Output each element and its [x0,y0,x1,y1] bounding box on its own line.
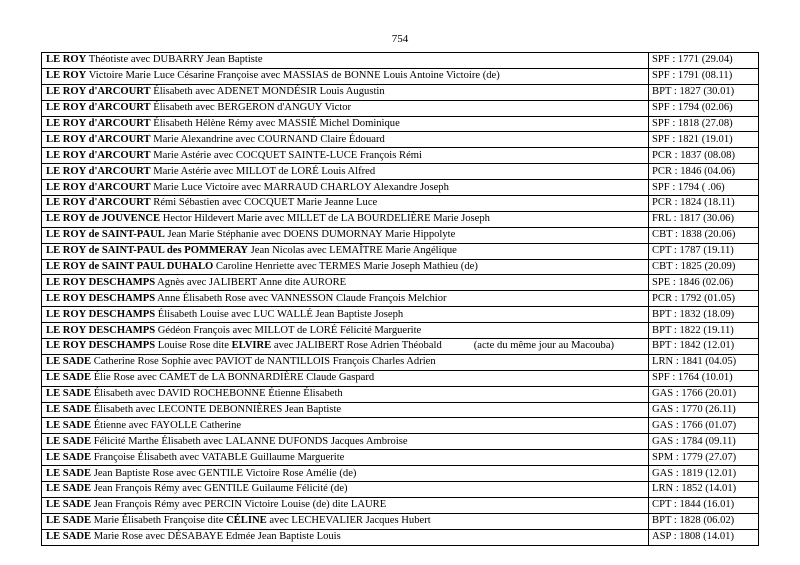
page-number: 754 [391,33,409,45]
marriage-cell [42,370,649,386]
reference-cell: GAS : 1766 (20.01) [649,386,759,402]
marriage-cell [42,482,649,498]
surname-text: LE ROY DESCHAMPS [46,324,156,336]
names-text: Jean Marie Stéphanie avec DOENS DUMORNAY Marie Hippolyte [164,229,456,241]
register-body [42,53,759,546]
table-row [42,339,759,355]
reference-cell: ASP : 1808 (14.01) [649,529,759,545]
reference-cell: BPT : 1828 (06.02) [649,513,759,529]
surname-text: LE ROY d'ARCOURT [46,181,151,193]
reference-cell: SPF : 1821 (19.01) [649,132,759,148]
reference-cell: PCR : 1837 (08.08) [649,148,759,164]
marriage-cell [42,291,649,307]
table-row [42,68,759,84]
names-text: Marie Alexandrine avec COURNAND Claire Édouard [150,133,385,145]
surname-text: LE SADE [46,531,92,543]
reference-cell: LRN : 1852 (14.01) [649,482,759,498]
marriage-cell [42,513,649,529]
names-text: Françoise Élisabeth avec VATABLE Guillaume Marguerite [91,451,345,463]
marriage-cell [42,275,649,291]
reference-cell: PCR : 1792 (01.05) [649,291,759,307]
table-row [42,259,759,275]
reference-cell: BPT : 1832 (18.09) [649,307,759,323]
surname-text: LE ROY de SAINT-PAUL [46,229,165,241]
marriage-cell [42,100,649,116]
surname-text: LE SADE [46,499,92,511]
reference-cell: BPT : 1842 (12.01) [649,339,759,355]
marriage-cell [42,497,649,513]
names-text: Victoire Marie Luce Césarine Françoise avec MASSIAS de BONNE Louis Antoine Victoire (de) [86,70,500,82]
table-row [42,116,759,132]
surname-text: LE ROY d'ARCOURT [46,102,151,114]
surname-text: LE ROY de JOUVENCE [46,213,161,225]
surname-text: LE ROY DESCHAMPS [46,308,156,320]
table-row [42,307,759,323]
reference-cell: CPT : 1787 (19.11) [649,243,759,259]
table-row [42,370,759,386]
names-text: Rémi Sébastien avec COCQUET Marie Jeanne Luce [150,197,378,209]
surname-text: LE SADE [46,483,92,495]
reference-cell: SPF : 1818 (27.08) [649,116,759,132]
table-row [42,450,759,466]
surname-text: LE ROY d'ARCOURT [46,197,151,209]
table-row [42,323,759,339]
table-row [42,386,759,402]
table-row [42,148,759,164]
surname-text: LE ROY d'ARCOURT [46,165,151,177]
reference-cell: SPF : 1764 (10.01) [649,370,759,386]
surname-text: LE ROY d'ARCOURT [46,149,151,161]
names-text: Marie Luce Victoire avec MARRAUD CHARLOY Alexandre Joseph [150,181,449,193]
names-text: Félicité Marthe Élisabeth avec LALANNE DUFONDS Jacques Ambroise [91,435,408,447]
names-text: Élisabeth avec BERGERON d'ANGUY Victor [150,102,352,114]
table-row [42,354,759,370]
marriage-cell [42,132,649,148]
surname-text: LE ROY DESCHAMPS [46,340,156,352]
table-row [42,53,759,69]
names-text: Élisabeth avec ADENET MONDÉSIR Louis Augustin [150,86,385,98]
marriage-cell [42,164,649,180]
surname-text: LE ROY d'ARCOURT [46,133,151,145]
names-text: Marie Astérie avec COCQUET SAINTE-LUCE François Rémi [150,149,422,161]
reference-cell: BPT : 1822 (19.11) [649,323,759,339]
table-row [42,513,759,529]
reference-cell: CBT : 1825 (20.09) [649,259,759,275]
reference-cell: SPE : 1846 (02.06) [649,275,759,291]
table-row [42,132,759,148]
marriage-cell [42,418,649,434]
reference-cell: LRN : 1841 (04.05) [649,354,759,370]
table-row [42,291,759,307]
names-text: Élisabeth avec LECONTE DEBONNIÈRES Jean Baptiste [91,404,342,416]
surname-text: LE ROY de SAINT PAUL DUHALO [46,261,214,273]
reference-cell: SPF : 1791 (08.11) [649,68,759,84]
reference-cell: SPF : 1794 (02.06) [649,100,759,116]
marriage-cell [42,450,649,466]
reference-cell: SPF : 1794 ( .06) [649,180,759,196]
marriage-cell [42,466,649,482]
reference-cell: CPT : 1844 (16.01) [649,497,759,513]
marriage-cell [42,196,649,212]
reference-cell: SPM : 1779 (27.07) [649,450,759,466]
marriage-cell [42,259,649,275]
names-text: Jean Baptiste Rose avec GENTILE Victoire Rose Amélie (de) [91,467,357,479]
reference-cell: PCR : 1824 (18.11) [649,196,759,212]
reference-cell: GAS : 1819 (12.01) [649,466,759,482]
surname-text: LE ROY [46,54,87,66]
marriage-cell [42,227,649,243]
names-text: Jean François Rémy avec PERCIN Victoire Louise (de) dite LAURE [91,499,387,511]
surname-text: LE ROY d'ARCOURT [46,118,151,129]
marriage-cell [42,68,649,84]
surname-text: LE SADE [46,388,92,400]
names-text: Agnès avec JALIBERT Anne dite AURORE [155,276,347,288]
reference-cell: FRL : 1817 (30.06) [649,211,759,227]
surname-text: LE SADE [46,467,92,479]
surname-text: LE SADE [46,356,92,368]
spouse-text: avec JALIBERT Rose Adrien Théobald [271,340,442,352]
reference-cell: GAS : 1770 (26.11) [649,402,759,418]
surname-text: LE SADE [46,404,92,416]
names-text: Gédéon François avec MILLOT de LORÉ Félicité Marguerite [155,324,422,336]
names-text: Louise Rose dite [155,340,232,352]
marriage-cell [42,434,649,450]
surname-text: LE ROY [46,70,87,82]
marriage-cell [42,211,649,227]
surname-text: LE SADE [46,515,92,527]
table-row [42,275,759,291]
names-text: Marie Élisabeth Françoise dite [91,515,227,527]
table-row [42,84,759,100]
nickname-text: ELVIRE [231,340,272,352]
names-text: Théotiste avec DUBARRY Jean Baptiste [86,54,263,66]
marriage-cell [42,354,649,370]
table-row [42,529,759,545]
surname-text: LE SADE [46,419,92,431]
reference-cell: CBT : 1838 (20.06) [649,227,759,243]
reference-cell: GAS : 1766 (01.07) [649,418,759,434]
table-row [42,482,759,498]
table-row [42,418,759,434]
table-row [42,100,759,116]
names-text: Étienne avec FAYOLLE Catherine [91,419,242,431]
reference-cell: PCR : 1846 (04.06) [649,164,759,180]
reference-cell: BPT : 1827 (30.01) [649,84,759,100]
marriage-cell [42,116,649,132]
surname-text: LE SADE [46,372,92,384]
marriage-cell [42,180,649,196]
table-row [42,180,759,196]
marriage-cell [42,386,649,402]
names-text: Caroline Henriette avec TERMES Marie Joseph Mathieu (de) [213,261,478,273]
reference-cell: GAS : 1784 (09.11) [649,434,759,450]
marriage-cell [42,402,649,418]
table-row [42,211,759,227]
table-row [42,466,759,482]
marriage-cell [42,243,649,259]
note-text: (acte du même jour au Macouba) [473,340,615,352]
table-row [42,497,759,513]
names-text: Hector Hildevert Marie avec MILLET de LA BOURDELIÈRE Marie Joseph [160,213,490,225]
marriage-cell [42,307,649,323]
nickname-text: CÉLINE [226,515,267,527]
marriage-cell [42,84,649,100]
table-row [42,402,759,418]
table-row [42,434,759,450]
spouse-text: avec LECHEVALIER Jacques Hubert [266,515,431,527]
marriage-cell [42,323,649,339]
table-row [42,227,759,243]
table-row [42,243,759,259]
reference-cell: SPF : 1771 (29.04) [649,53,759,69]
marriage-cell [42,148,649,164]
names-text: Marie Astérie avec MILLOT de LORÉ Louis Alfred [150,165,376,177]
table-row [42,164,759,180]
names-text: Élisabeth Hélène Rémy avec MASSIÉ Michel Dominique [150,118,400,129]
surname-text: LE ROY DESCHAMPS [46,276,156,288]
register-table [41,52,759,546]
names-text: Jean François Rémy avec GENTILE Guilaume Félicité (de) [91,483,348,495]
names-text: Catherine Rose Sophie avec PAVIOT de NANTILLOIS François Charles Adrien [91,356,436,368]
surname-text: LE SADE [46,435,92,447]
names-text: Anne Élisabeth Rose avec VANNESSON Claude François Melchior [155,292,447,304]
table-row [42,196,759,212]
names-text: Élisabeth Louise avec LUC WALLÉ Jean Baptiste Joseph [155,308,404,320]
surname-text: LE ROY d'ARCOURT [46,86,151,98]
marriage-cell [42,53,649,69]
names-text: Élisabeth avec DAVID ROCHEBONNE Étienne Élisabeth [91,388,343,400]
surname-text: LE ROY DESCHAMPS [46,292,156,304]
names-text: Marie Rose avec DÉSABAYE Edmée Jean Baptiste Louis [91,531,341,543]
surname-text: LE ROY de SAINT-PAUL des POMMERAY [46,245,248,257]
surname-text: LE SADE [46,451,92,463]
marriage-cell [42,529,649,545]
names-text: Jean Nicolas avec LEMAÎTRE Marie Angélique [248,245,457,257]
marriage-cell [42,339,649,355]
names-text: Élie Rose avec CAMET de LA BONNARDIÈRE Claude Gaspard [91,372,375,384]
